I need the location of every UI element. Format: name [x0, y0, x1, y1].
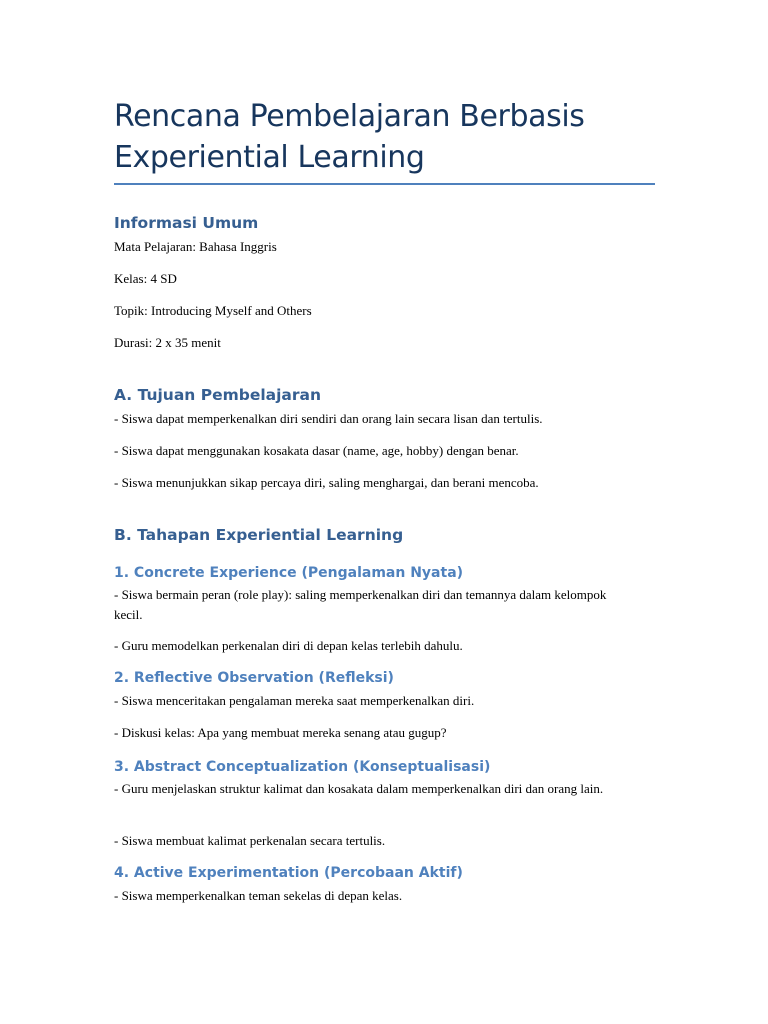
document-page — [114, 0, 656, 903]
section-heading-tujuan: A. Tujuan Pembelajaran — [114, 386, 322, 404]
tujuan-item: - Siswa dapat memperkenalkan diri sendiri dan orang lain secara lisan dan tertulis. — [114, 411, 543, 426]
title-divider — [114, 183, 655, 185]
tujuan-item: - Siswa menunjukkan sikap percaya diri, saling menghargai, dan berani mencoba. — [114, 475, 539, 490]
stage-item: - Siswa membuat kalimat perkenalan secara tertulis. — [114, 833, 386, 848]
tujuan-item: - Siswa dapat menggunakan kosakata dasar (name, age, hobby) dengan benar. — [114, 443, 519, 458]
info-item-topik: Topik: Introducing Myself and Others — [114, 303, 312, 318]
stage-heading-abstract-conceptualization: 3. Abstract Conceptualization (Konseptualisasi) — [114, 759, 491, 775]
stage-heading-concrete-experience: 1. Concrete Experience (Pengalaman Nyata) — [114, 565, 464, 581]
stage-item: - Siswa memperkenalkan teman sekelas di depan kelas. — [114, 888, 403, 903]
stage-heading-reflective-observation: 2. Reflective Observation (Refleksi) — [114, 670, 394, 686]
stage-item: - Siswa menceritakan pengalaman mereka saat memperkenalkan diri. — [114, 693, 475, 708]
section-heading-informasi-umum: Informasi Umum — [114, 214, 259, 232]
stage-item: - Siswa bermain peran (role play): saling memperkenalkan diri dan temannya dalam kelompok kecil. — [114, 587, 607, 622]
info-item-mata-pelajaran: Mata Pelajaran: Bahasa Inggris — [114, 239, 277, 254]
info-item-durasi: Durasi: 2 x 35 menit — [114, 335, 221, 350]
info-item-kelas: Kelas: 4 SD — [114, 271, 177, 286]
document-title: Rencana Pembelajaran Berbasis Experiential Learning — [114, 99, 585, 175]
stage-item: - Guru memodelkan perkenalan diri di depan kelas terlebih dahulu. — [114, 638, 463, 653]
stage-item: - Diskusi kelas: Apa yang membuat mereka senang atau gugup? — [114, 725, 447, 740]
section-heading-tahapan: B. Tahapan Experiential Learning — [114, 526, 404, 544]
stage-heading-active-experimentation: 4. Active Experimentation (Percobaan Aktif) — [114, 865, 463, 881]
stage-item: - Guru menjelaskan struktur kalimat dan kosakata dalam memperkenalkan diri dan orang lain. — [114, 781, 604, 796]
